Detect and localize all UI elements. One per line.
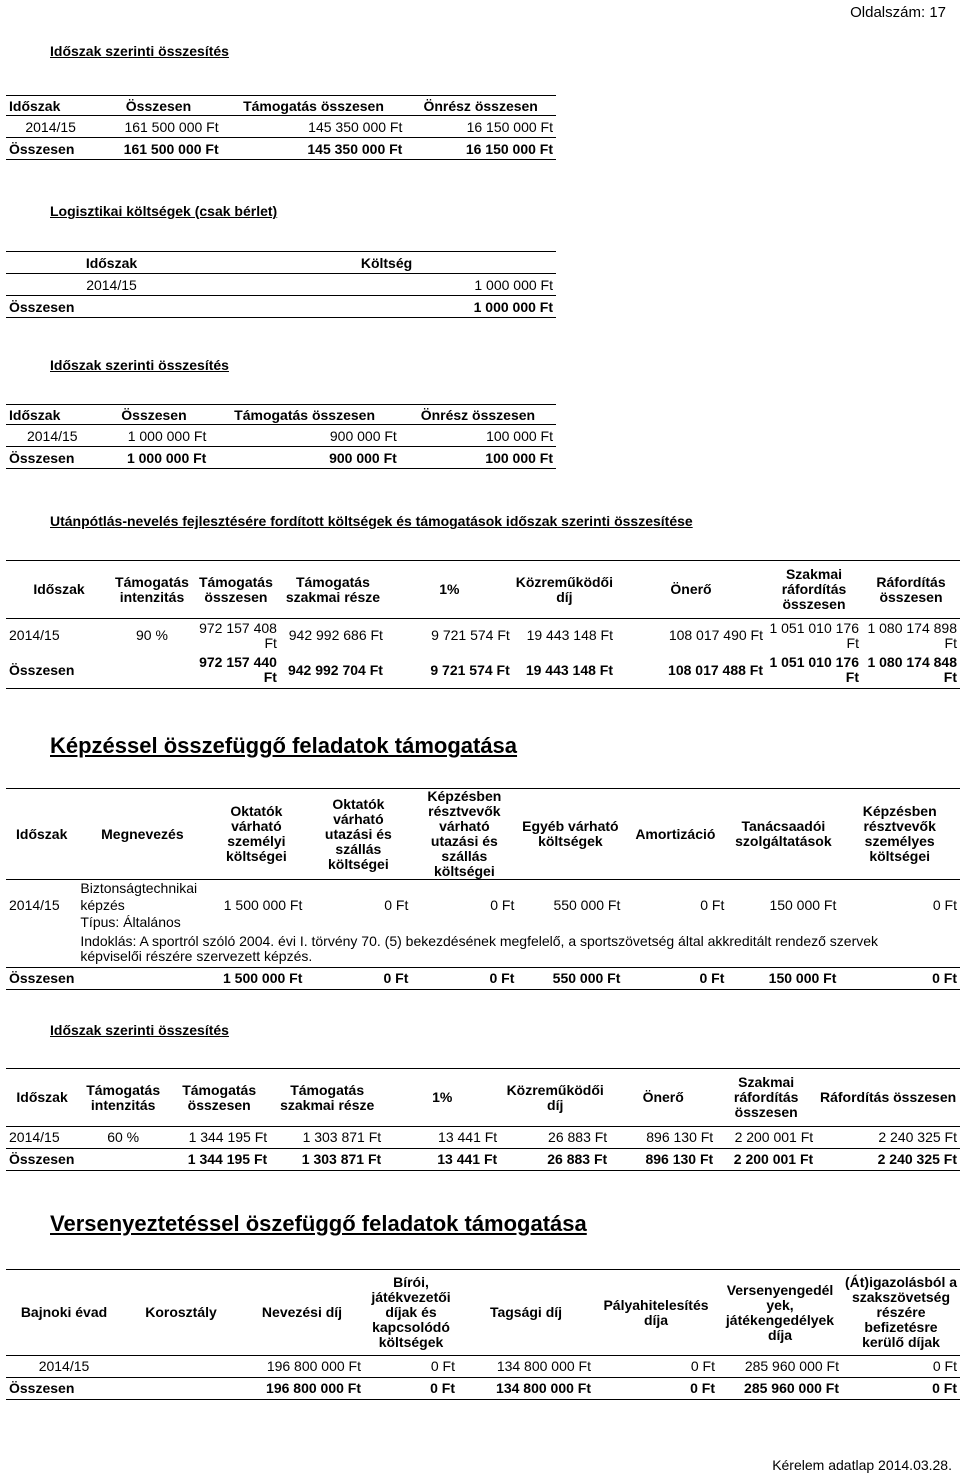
total-row (6, 967, 960, 989)
total-row (6, 296, 556, 318)
cell: 161 500 000 Ft (124, 118, 219, 135)
col-header: Időszak (6, 561, 112, 619)
cell: 2014/15 (26, 427, 78, 444)
cell: 285 960 000 Ft (744, 1358, 839, 1374)
total-row (6, 1149, 960, 1171)
col-header: Támogatás összesen (209, 405, 399, 425)
cell: 0 Ft (932, 969, 957, 986)
col-header: (Át)igazolásból a szakszövetség részére befizetésre kerülő díjak (842, 1270, 960, 1356)
cell: 1 080 174 848 Ft (867, 654, 957, 686)
cell: 1 000 000 Ft (127, 427, 207, 444)
cell: 900 000 Ft (329, 449, 397, 466)
col-header: Önerő (616, 561, 766, 619)
cell: 134 800 000 Ft (496, 1380, 591, 1396)
col-header: Szakmai ráfordítás összesen (716, 1069, 816, 1127)
cell: 2014/15 (38, 1358, 90, 1374)
cell: 972 157 440 Ft (199, 654, 277, 686)
cell: 16 150 000 Ft (465, 140, 553, 157)
col-header: Korosztály (122, 1270, 240, 1356)
col-header: Megnevezés (77, 789, 207, 880)
col-header: Pályahitelesítés díja (594, 1270, 718, 1356)
col-header: Közreműködői díj (513, 561, 616, 619)
cell: 2 240 325 Ft (878, 1129, 957, 1145)
col-header: Képzésben résztvevők várható utazási és szállás költségei (411, 789, 517, 880)
cell: 196 800 000 Ft (266, 1358, 361, 1374)
cell: 145 350 000 Ft (308, 118, 403, 135)
col-header: Ráfordítás összesen (816, 1069, 960, 1127)
col-header: Támogatás intenzitás (78, 1069, 168, 1127)
cell: 0 Ft (690, 1358, 715, 1374)
cell: 2014/15 (9, 1129, 60, 1145)
cell: 108 017 490 Ft (668, 627, 763, 644)
cell: 1 051 010 176 Ft (769, 654, 859, 686)
cell: Összesen (9, 661, 75, 678)
col-header: Oktatók várható személyi költségei (207, 789, 305, 880)
cell: 1 500 000 Ft (222, 969, 303, 986)
cell: 9 721 574 Ft (430, 661, 510, 678)
table-row (6, 880, 960, 932)
col-header: 1% (386, 561, 513, 619)
cell: 2 200 001 Ft (734, 1129, 814, 1145)
cell: 0 Ft (690, 1380, 715, 1396)
cell: 550 000 Ft (553, 897, 621, 913)
cell: 972 157 408 Ft (199, 619, 277, 651)
col-header: 1% (384, 1069, 500, 1127)
summary-table-3 (6, 1068, 960, 1171)
col-header: Időszak (6, 96, 95, 116)
cell: 1 303 871 Ft (301, 1151, 382, 1167)
footer-text: Kérelem adatlap 2014.03.28. (772, 1457, 952, 1473)
total-row (6, 138, 556, 160)
cell: 60 % (107, 1129, 140, 1145)
col-header: Támogatás összesen (192, 561, 280, 619)
cell: 0 Ft (490, 897, 515, 913)
training-type: Típus: Általános (80, 914, 181, 930)
cell: 134 800 000 Ft (496, 1358, 591, 1374)
cell: Összesen (9, 1380, 75, 1396)
table-row (6, 274, 556, 296)
col-header: Időszak (6, 1069, 78, 1127)
cell: 145 350 000 Ft (307, 140, 403, 157)
table-row (6, 619, 960, 653)
cell (77, 967, 207, 989)
section-title: Versenyeztetéssel öszefüggő feladatok támogatása (50, 1211, 587, 1236)
training-table (6, 788, 960, 990)
cell: 1 000 000 Ft (126, 449, 207, 466)
cell: 896 130 Ft (646, 1129, 714, 1145)
competition-table (6, 1269, 960, 1400)
col-header: Összesen (99, 405, 210, 425)
section-title: Időszak szerinti összesítés (50, 43, 229, 59)
cell: 196 800 000 Ft (266, 1380, 361, 1396)
cell: 19 443 148 Ft (525, 661, 613, 678)
justification-note: Indoklás: A sportról szóló 2004. évi I. törvény 70. (5) bekezdésének megfelelő, a sportszövetség által akkreditált rendező szervek képviselői részére szervezett képzés. (80, 932, 879, 964)
cell: 90 % (136, 627, 168, 644)
cell: 0 Ft (384, 897, 409, 913)
cell: 0 Ft (932, 897, 957, 913)
cell (77, 880, 207, 932)
cell: Összesen (9, 449, 75, 466)
col-header: Képzésben résztvevők személyes költségei (839, 789, 960, 880)
cell: 2014/15 (9, 627, 60, 644)
col-header: Nevezési díj (240, 1270, 364, 1356)
table-row (6, 425, 556, 447)
cell: 0 Ft (932, 1358, 957, 1374)
col-header: Önerő (610, 1069, 716, 1127)
cell (112, 653, 192, 689)
col-header: Bajnoki évad (6, 1270, 122, 1356)
cell: 2 240 325 Ft (877, 1151, 957, 1167)
table-row (6, 1356, 960, 1378)
page-number: Oldalszám: 17 (850, 4, 946, 21)
cell: 150 000 Ft (769, 897, 837, 913)
cell: 0 Ft (932, 1380, 957, 1396)
col-header: Időszak (6, 789, 77, 880)
training-name: Biztonságtechnikai képzés (80, 880, 198, 913)
cell: 1 000 000 Ft (473, 298, 553, 315)
cell: 1 303 871 Ft (302, 1129, 382, 1145)
cell: 2 200 001 Ft (733, 1151, 814, 1167)
total-row (6, 653, 960, 689)
cell: 26 883 Ft (548, 1129, 608, 1145)
col-header: Időszak (6, 405, 99, 425)
col-header: Tanácsaadói szolgáltatások (727, 789, 839, 880)
cell: 1 500 000 Ft (223, 897, 303, 913)
cell: 900 000 Ft (329, 427, 397, 444)
cell: 9 721 574 Ft (431, 627, 510, 644)
summary-table-2 (6, 404, 556, 469)
cell: 0 Ft (430, 1380, 455, 1396)
col-header: Önrész összesen (405, 96, 556, 116)
col-header: Támogatás szakmai része (280, 561, 386, 619)
cell: 161 500 000 Ft (123, 140, 219, 157)
cell: 1 344 195 Ft (188, 1129, 268, 1145)
cell: 26 883 Ft (547, 1151, 608, 1167)
col-header: Közreműködői díj (500, 1069, 610, 1127)
cell: 0 Ft (700, 897, 725, 913)
cell: 2014/15 (9, 897, 60, 913)
cell: 16 150 000 Ft (466, 118, 553, 135)
col-header: Időszak (6, 252, 217, 274)
col-header: Versenyengedél yek, játékengedélyek díja (718, 1270, 842, 1356)
col-header: Szakmai ráfordítás összesen (766, 561, 862, 619)
section-title: Képzéssel összefüggő feladatok támogatása (50, 733, 518, 758)
cell: 942 992 686 Ft (288, 627, 383, 644)
cell (122, 1356, 240, 1378)
col-header: Amortizáció (623, 789, 727, 880)
cell: Összesen (9, 969, 75, 986)
cell: 2014/15 (25, 118, 76, 135)
cell: 550 000 Ft (552, 969, 621, 986)
section-title: Időszak szerinti összesítés (50, 1022, 229, 1038)
cell: 0 Ft (699, 969, 725, 986)
col-header: Tagsági díj (458, 1270, 594, 1356)
table-row (6, 1127, 960, 1149)
cell: 1 000 000 Ft (474, 276, 553, 293)
cell: 100 000 Ft (485, 449, 553, 466)
cell: 0 Ft (383, 969, 409, 986)
col-header: Egyéb várható költségek (517, 789, 623, 880)
cell: Összesen (9, 140, 75, 157)
col-header: Támogatás összesen (222, 96, 406, 116)
cell (122, 1378, 240, 1400)
section-title: Logisztikai költségek (csak bérlet) (50, 203, 278, 219)
summary-table-1 (6, 95, 556, 160)
cell: 1 344 195 Ft (187, 1151, 268, 1167)
cell: 1 080 174 898 Ft (867, 619, 957, 651)
cell (78, 1149, 168, 1171)
cell: 942 992 704 Ft (287, 661, 383, 678)
cell: 13 441 Ft (438, 1129, 498, 1145)
section-title: Utánpótlás-nevelés fejlesztésére fordított költségek és támogatások időszak szerinti összesítése (50, 513, 693, 529)
cell: 0 Ft (430, 1358, 455, 1374)
cell: 100 000 Ft (486, 427, 553, 444)
col-header: Támogatás összesen (168, 1069, 270, 1127)
logistics-table (6, 251, 556, 318)
cell: 108 017 488 Ft (668, 661, 763, 678)
cell: 896 130 Ft (645, 1151, 714, 1167)
col-header: Bírói, játékvezetői díjak és kapcsolódó költségek (364, 1270, 458, 1356)
col-header: Támogatás szakmai része (270, 1069, 384, 1127)
col-header: Ráfordítás összesen (862, 561, 960, 619)
section-title: Időszak szerinti összesítés (50, 357, 229, 373)
col-header: Összesen (95, 96, 221, 116)
note-row (6, 931, 960, 967)
col-header: Támogatás intenzitás (112, 561, 192, 619)
total-row (6, 1378, 960, 1400)
cell: 285 960 000 Ft (744, 1380, 839, 1396)
cell: 19 443 148 Ft (526, 627, 613, 644)
cell: 1 051 010 176 Ft (769, 619, 859, 651)
total-row (6, 447, 556, 469)
cell: 150 000 Ft (768, 969, 837, 986)
cell: Összesen (9, 1151, 75, 1167)
col-header: Oktatók várható utazási és szállás költségei (305, 789, 411, 880)
cell: Összesen (9, 298, 75, 315)
table-row (6, 116, 556, 138)
col-header: Költség (217, 252, 556, 274)
cell: 2014/15 (86, 276, 137, 293)
youth-development-table (6, 560, 960, 689)
cell: 0 Ft (489, 969, 515, 986)
col-header: Önrész összesen (400, 405, 556, 425)
cell: 13 441 Ft (437, 1151, 498, 1167)
